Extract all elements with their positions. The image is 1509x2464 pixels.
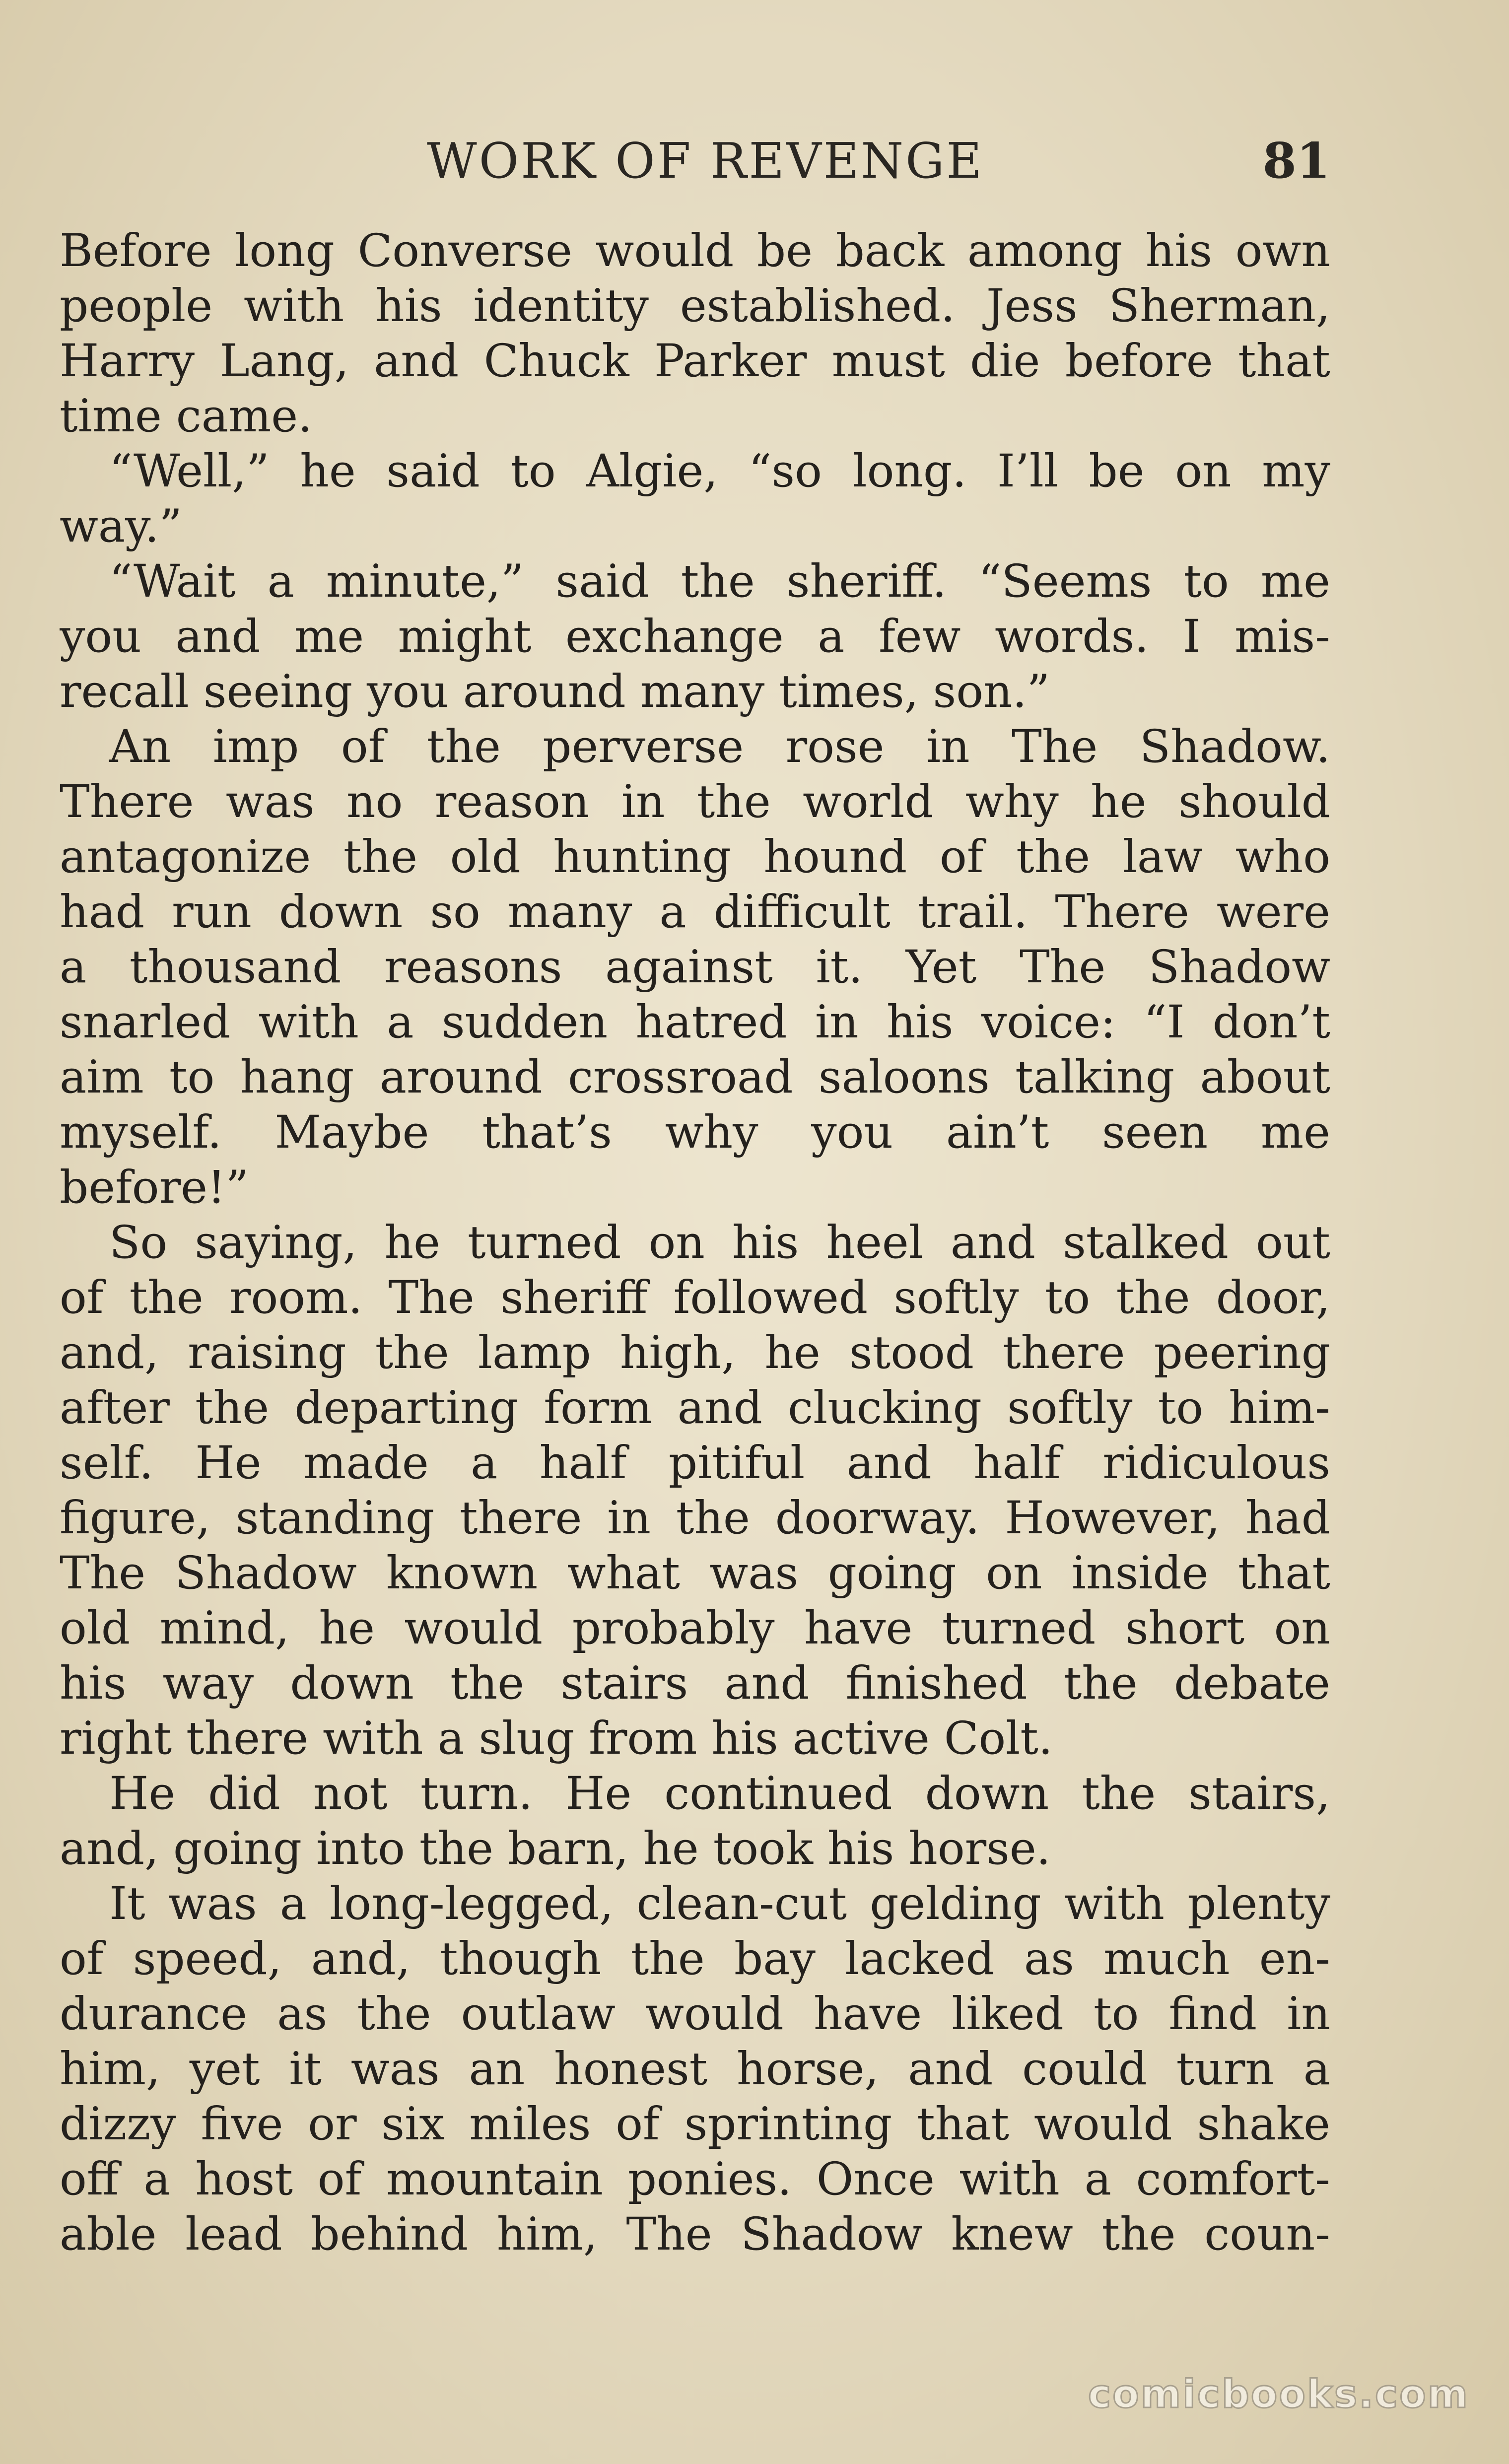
text-line: durance as the outlaw would have liked to find in: [60, 1988, 1330, 2040]
chapter-title: WORK OF REVENGE: [427, 133, 984, 190]
text-line: of speed, and, though the bay lacked as much en-: [60, 1933, 1330, 1985]
text-line: way.”: [60, 500, 182, 552]
text-line: “Well,” he said to Algie, “so long. I’ll be on my: [109, 445, 1330, 497]
text-line: figure, standing there in the doorway. However, had: [60, 1492, 1330, 1544]
text-line: his way down the stairs and finished the debate: [60, 1657, 1330, 1710]
text-line: antagonize the old hunting hound of the law who: [60, 831, 1330, 883]
text-line: So saying, he turned on his heel and stalked out: [109, 1217, 1330, 1269]
text-line: of the room. The sheriff followed softly to the door,: [60, 1272, 1330, 1324]
text-line: before!”: [60, 1162, 249, 1214]
text-line: “Wait a minute,” said the sheriff. “Seems to me: [109, 555, 1330, 608]
text-line: people with his identity established. Jess Sherman,: [60, 280, 1330, 332]
text-line: There was no reason in the world why he should: [60, 776, 1330, 828]
text-line: He did not turn. He continued down the stairs,: [109, 1768, 1330, 1820]
text-line: off a host of mountain ponies. Once with a comfort-: [60, 2153, 1330, 2205]
text-line: a thousand reasons against it. Yet The Shadow: [60, 941, 1330, 993]
body-text: [60, 223, 1330, 2262]
text-line: aim to hang around crossroad saloons talking about: [60, 1051, 1330, 1103]
text-line: An imp of the perverse rose in The Shadow.: [109, 721, 1330, 773]
page-number: 81: [1262, 133, 1330, 190]
text-line: him, yet it was an honest horse, and could turn a: [60, 2043, 1330, 2095]
text-line: myself. Maybe that’s why you ain’t seen me: [60, 1106, 1330, 1159]
text-line: The Shadow known what was going on inside that: [60, 1547, 1330, 1599]
text-line: Before long Converse would be back among his own: [60, 225, 1330, 277]
text-line: and, going into the barn, he took his horse.: [60, 1823, 1051, 1875]
running-head: [60, 127, 1330, 196]
text-line: and, raising the lamp high, he stood there peering: [60, 1327, 1330, 1379]
text-line: It was a long-legged, clean-cut gelding with plenty: [109, 1878, 1330, 1930]
text-line: had run down so many a difficult trail. There were: [60, 886, 1330, 938]
text-line: dizzy five or six miles of sprinting that would shake: [60, 2098, 1330, 2150]
text-line: recall seeing you around many times, son.”: [60, 666, 1050, 718]
text-line: old mind, he would probably have turned short on: [60, 1602, 1330, 1654]
text-line: snarled with a sudden hatred in his voice: “I don’t: [60, 996, 1330, 1048]
text-line: Harry Lang, and Chuck Parker must die before that: [60, 335, 1330, 387]
text-line: time came.: [60, 390, 313, 442]
text-line: self. He made a half pitiful and half ridiculous: [60, 1437, 1330, 1489]
text-line: right there with a slug from his active Colt.: [60, 1712, 1053, 1765]
text-line: able lead behind him, The Shadow knew the coun-: [60, 2208, 1330, 2260]
text-line: after the departing form and clucking softly to him-: [60, 1382, 1330, 1434]
watermark-text: comicbooks.com: [1088, 2372, 1469, 2417]
text-line: you and me might exchange a few words. I mis-: [60, 611, 1330, 663]
